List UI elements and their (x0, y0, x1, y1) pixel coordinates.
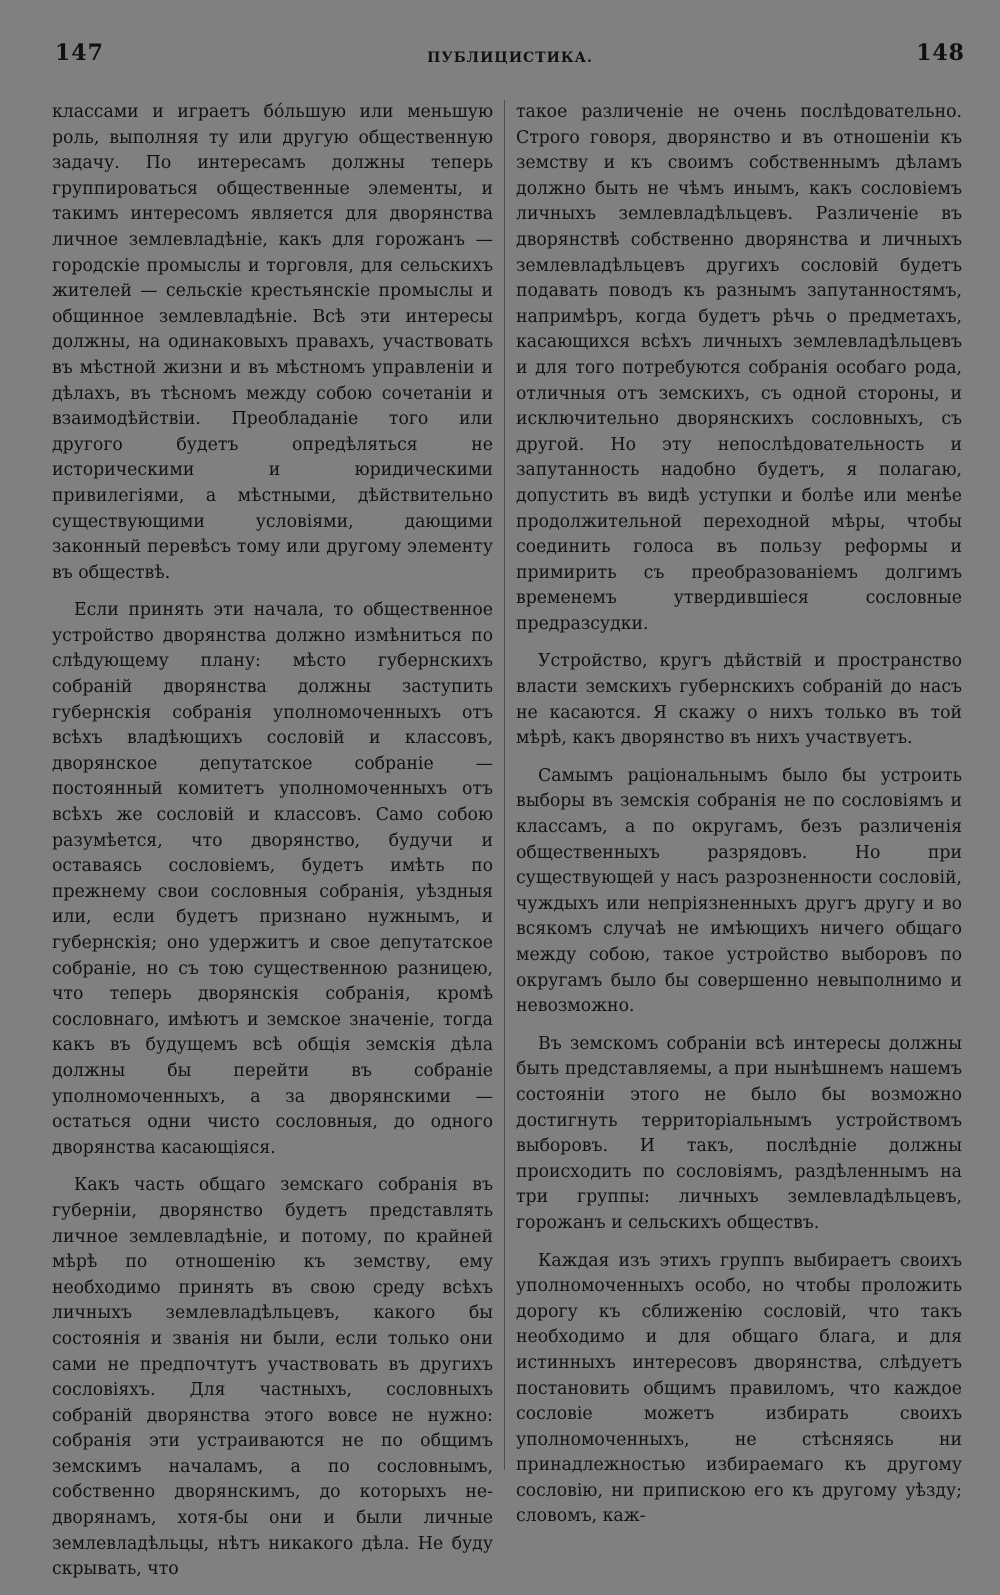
left-page-number: 147 (55, 40, 104, 66)
right-page-number: 148 (916, 40, 965, 66)
paragraph: Какъ часть общаго земскаго собранія въ губерніи, дворянство будетъ представлять личное землевладѣніе, и потому, по крайней мѣрѣ по отношенію къ земству, ему необходимо принять въ свою среду всѣхъ личныхъ землевладѣльцевъ, какого бы состоянія и званія ни были, если только они сами не предпочтутъ участвовать въ другихъ сословіяхъ. Для частныхъ, сословныхъ собраній дворянства этого вовсе не нужно: собранія эти устраиваются не по общимъ земскимъ началамъ, а по сословнымъ, собственно дворянскимъ, до которыхъ не-дворянамъ, хотя-бы они и были личные землевладѣльцы, нѣтъ никакого дѣла. Не буду скрывать, что (52, 1175, 493, 1580)
paragraph: Устройство, кругъ дѣйствій и пространство власти земскихъ губернскихъ собраній до насъ не касаются. Я скажу о нихъ только въ той мѣрѣ, какъ дворянство въ нихъ участвуетъ. (516, 651, 962, 749)
left-column (52, 100, 493, 1595)
column-divider (504, 100, 505, 1470)
paragraph: Самымъ раціональнымъ было бы устроить выборы въ земскія собранія не по сословіямъ и классамъ, а по округамъ, безъ различенія общественныхъ разрядовъ. Но при существующей у насъ разрозненности сословій, чуждыхъ или непріязненныхъ другъ другу и во всякомъ случаѣ не имѣющихъ ничего общаго между собою, такое устройство выборовъ по округамъ было бы совершенно невыполнимо и невозможно. (516, 765, 962, 1017)
running-title: ПУБЛИЦИСТИКА. (427, 50, 593, 66)
paragraph: такое различеніе не очень послѣдовательно. Строго говоря, дворянство и въ отношеніи къ земству и къ своимъ собственнымъ дѣламъ должно быть не чѣмъ инымъ, какъ сословіемъ личныхъ землевладѣльцевъ. Различеніе въ дворянствѣ собственно дворянства и личныхъ землевладѣльцевъ другихъ сословій будетъ подавать поводъ къ разнымъ запутанностямъ, напримѣръ, когда будетъ рѣчь о предметахъ, касающихся всѣхъ личныхъ землевладѣльцевъ и для того потребуются собранія особаго рода, отличныя отъ земскихъ, съ одной стороны, и исключительно дворянскихъ сословныхъ, съ другой. Но эту непослѣдовательность и запутанность надобно будетъ, я полагаю, допустить въ видѣ уступки и болѣе или менѣе продолжительной переходной мѣры, чтобы соединить голоса въ пользу реформы и примирить съ преобразованіемъ долгимъ временемъ утвердившіеся сословные предразсудки. (516, 102, 962, 634)
paragraph: Каждая изъ этихъ группъ выбираетъ своихъ уполномоченныхъ особо, но чтобы проложить дорогу къ сближенію сословій, что такъ необходимо и для общаго блага, и для истинныхъ интересовъ дворянства, слѣдуетъ постановить общимъ правиломъ, что каждое сословіе можетъ избирать своихъ уполномоченныхъ, не стѣсняясь ни принадлежностью избираемаго къ другому сословію, ни припискою его къ другому уѣзду; словомъ, каж- (516, 1250, 962, 1527)
paragraph: Въ земскомъ собраніи всѣ интересы должны быть представляемы, а при нынѣшнемъ нашемъ состояніи этого не было бы возможно достигнуть территоріальнымъ устройствомъ выборовъ. И такъ, послѣдніе должны происходить по сословіямъ, раздѣленнымъ на три группы: личныхъ землевладѣльцевъ, горожанъ и сельскихъ обществъ. (516, 1033, 962, 1233)
paragraph: Если принять эти начала, то общественное устройство дворянства должно измѣниться по слѣдующему плану: мѣсто губернскихъ собраній дворянства должны заступить губернскія собранія уполномоченныхъ отъ всѣхъ владѣющихъ сословій и классовъ, дворянское депутатское собраніе — постоянный комитетъ уполномоченныхъ отъ всѣхъ же сословій и классовъ. Само собою разумѣется, что дворянство, будучи и оставаясь сословіемъ, будетъ имѣть по прежнему свои сословныя собранія, уѣздныя или, если будетъ признано нужнымъ, и губернскія; оно удержитъ и свое депутатское собраніе, но съ тою существенною разницею, что теперь дворянскія собранія, кромѣ сословнаго, имѣютъ и земское значеніе, тогда какъ въ будущемъ всѣ общія земскія дѣла должны бы перейти въ собраніе уполномоченныхъ, а за дворянскими — остаться одни чисто сословныя, до одного дворянства касающіяся. (52, 600, 493, 1158)
page-header (55, 40, 965, 80)
paragraph: классами и играетъ бо́льшую или меньшую роль, выполняя ту или другую общественную задачу. По интересамъ должны теперь группироваться общественные элементы, и такимъ интересомъ является для дворянства личное землевладѣніе, какъ для горожанъ — городскіе промыслы и торговля, для сельскихъ жителей — сельскіе крестьянскіе промыслы и общинное землевладѣніе. Всѣ эти интересы должны, на одинаковыхъ правахъ, участвовать въ мѣстной жизни и въ мѣстномъ управленіи и дѣлахъ, въ тѣсномъ между собою сочетаніи и взаимодѣйствіи. Преобладаніе того или другого будетъ опредѣляться не историческими и юридическими привилегіями, а мѣстными, дѣйствительно существующими условіями, дающими законный перевѣсъ тому или другому элементу въ обществѣ. (52, 102, 493, 583)
right-column (516, 100, 962, 1542)
